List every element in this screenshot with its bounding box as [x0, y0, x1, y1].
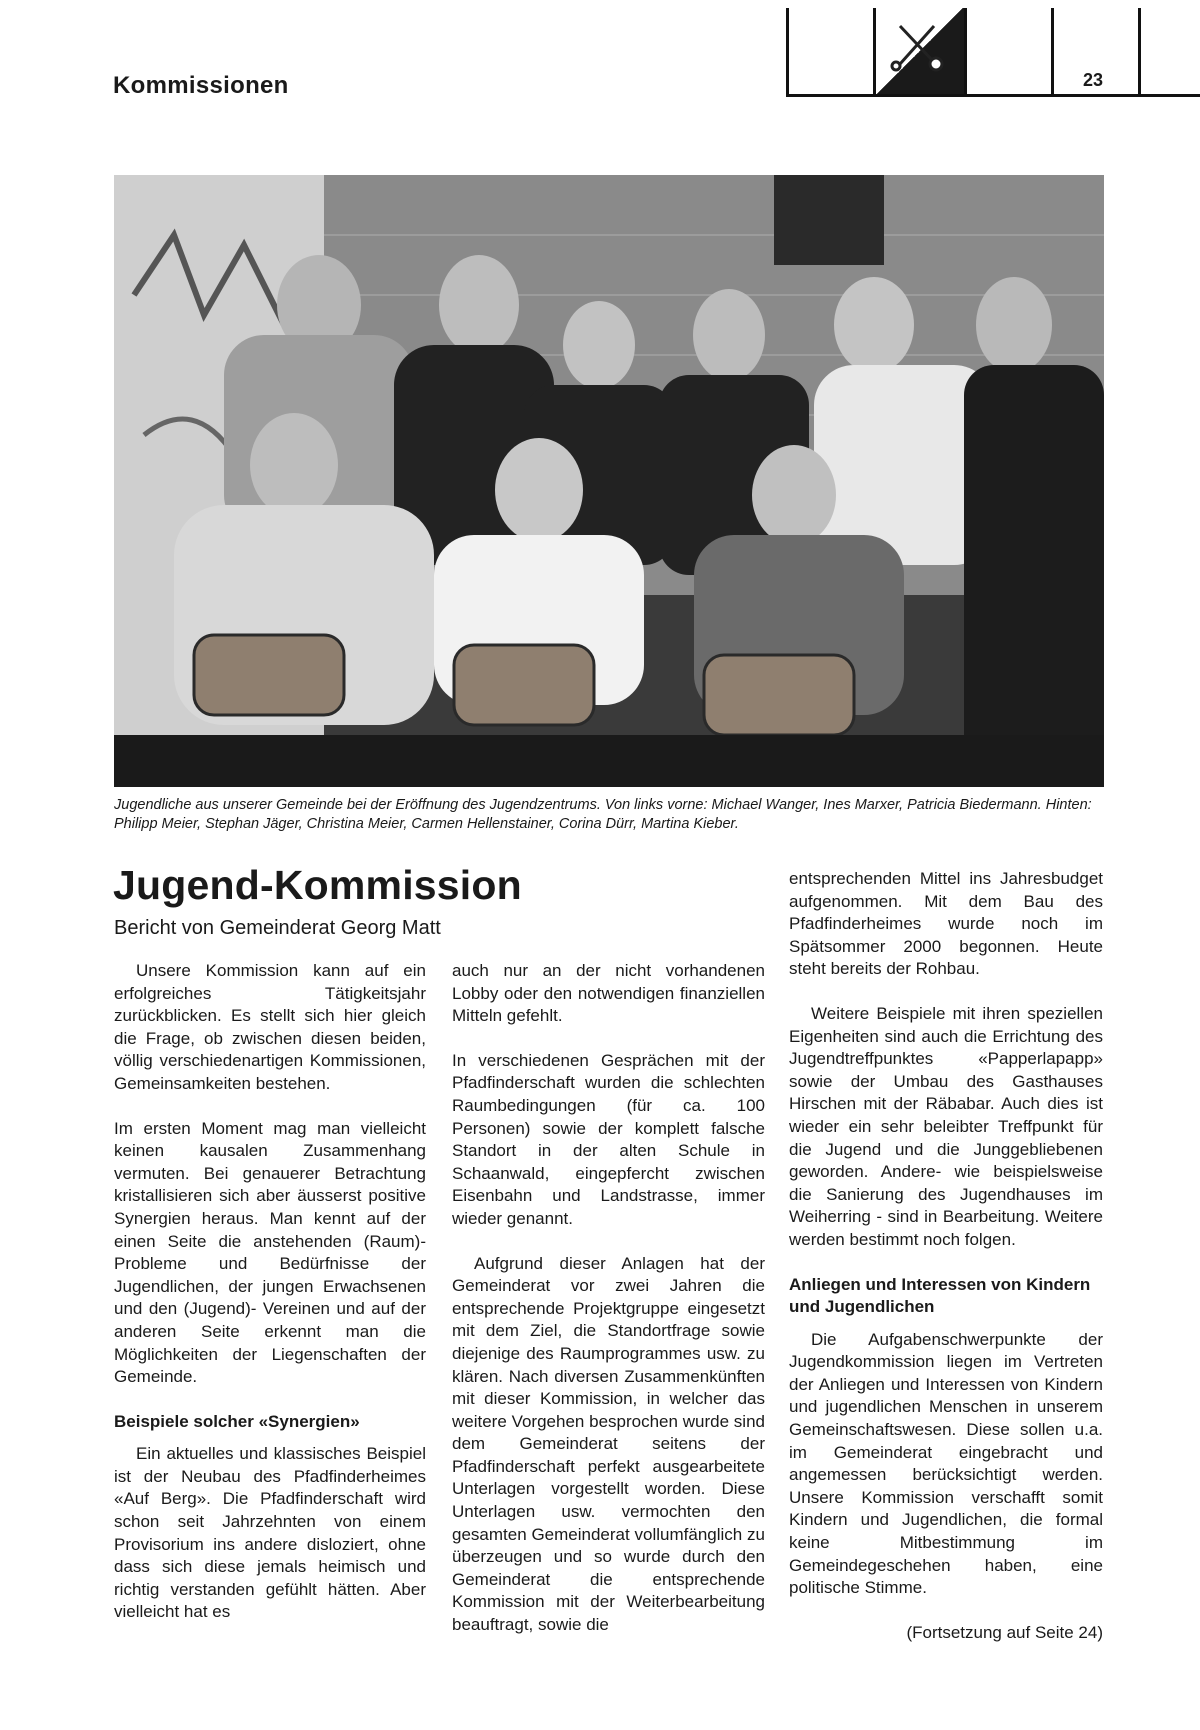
- page-number: 23: [1082, 70, 1104, 90]
- text-column-3: [789, 868, 1103, 1666]
- register-tabs: [786, 8, 1200, 94]
- section-heading: Anliegen und Interessen von Kindern und Jugendlichen: [789, 1274, 1091, 1317]
- paragraph: Weitere Beispiele mit ihren speziellen Eigenheiten sind auch die Errichtung des Jugendtreffpunktes «Papperlapapp» sowie der Umbau des Gasthauses Hirschen mit der Räbabar. Auch dies ist wieder ein sehr beleibter Treffpunkt für die Jugend und die Junggebliebenen geworden. Andere- wie beispielsweise die Sanierung des Jugendhauses im Weiherring - sind in Bearbeitung. Weitere werden bestimmt noch folgen.: [789, 1003, 1103, 1249]
- text-column-2: [452, 960, 765, 1659]
- text-column-1: [114, 960, 426, 1646]
- section-title: Kommissionen: [113, 72, 289, 99]
- register-tab: [964, 8, 1051, 94]
- paragraph: Aufgrund dieser Anlagen hat der Gemeinderat vor zwei Jahren die entsprechende Projektgruppe eingesetzt mit dem Ziel, die Standortfrage sowie diejenige des Raumprogrammes usw. zu klären. Nach diversen Zusammenkünften mit dieser Kommission, in welcher das weitere Vorgehen besprochen wurde sind dem Gemeinderat seitens der Pfadfinderschaft perfekt ausgearbeitete Unterlagen vorgestellt worden. Diese Unterlagen usw. vermochten den gesamten Gemeinderat vollumfänglich zu überzeugen und so wurde durch den Gemeinderat die entsprechende Kommission mit der Weiterbearbeitung beauftragt, sowie die: [452, 1253, 765, 1635]
- paragraph: entsprechenden Mittel ins Jahresbudget aufgenommen. Mit dem Bau des Pfadfinderheimes wurde noch im Spätsommer 2000 begonnen. Heute steht bereits der Rohbau.: [789, 869, 1103, 979]
- crossed-keys-emblem-icon: [873, 8, 964, 94]
- paragraph: In verschiedenen Gesprächen mit der Pfadfinderschaft wurden die schlechten Raumbedingungen (für ca. 100 Personen) sowie der komplett falsche Standort in der alten Schule in Schaanwald, eingepfercht zwischen Eisenbahn und Landstrasse, immer wieder genannt.: [452, 1050, 765, 1228]
- paragraph: Unsere Kommission kann auf ein erfolgreiches Tätigkeitsjahr zurückblicken. Es stellt sich hier gleich die Frage, ob zwischen diesen beiden, völlig verschiedenartigen Kommissionen, Gemeinsamkeiten bestehen.: [114, 961, 426, 1093]
- crossed-keys-icon: [886, 14, 950, 78]
- register-tab: [1138, 8, 1200, 94]
- section-heading: Beispiele solcher «Synergien»: [114, 1411, 360, 1431]
- photo-caption: Jugendliche aus unserer Gemeinde bei der Eröffnung des Jugendzentrums. Von links vorne: Michael Wanger, Ines Marxer, Patricia Biedermann. Hinten: Philipp Meier, Stephan Jäger, Christina Meier, Carmen Hellenstainer, Corina Dürr, Martina Kieber.: [114, 797, 1092, 832]
- continuation-note: (Fortsetzung auf Seite 24): [906, 1622, 1103, 1642]
- group-photo-illustration: [114, 175, 1104, 787]
- paragraph: auch nur an der nicht vorhandenen Lobby oder den notwendigen finanziellen Mitteln gefehlt.: [452, 961, 765, 1026]
- article-subtitle: Bericht von Gemeinderat Georg Matt: [114, 917, 441, 939]
- paragraph: Im ersten Moment mag man vielleicht keinen kausalen Zusammenhang vermuten. Bei genauerer Betrachtung kristallisieren sich aber äusserst positive Synergien heraus. Man kennt auf der einen Seite die anstehenden (Raum)-Probleme und Bedürfnisse der Jugendlichen, der jungen Erwachsenen und den (Jugend)- Vereinen und auf der anderen Seite erkennt man die Möglichkeiten der Liegenschaften der Gemeinde.: [114, 1118, 426, 1387]
- header-rule: [786, 94, 1200, 97]
- register-tab: [786, 8, 873, 94]
- paragraph: Die Aufgabenschwerpunkte der Jugendkommission liegen im Vertreten der Anliegen und Interessen von Kindern und jugendlichen Menschen in unserem Gemeinschaftswesen. Diese sollen u.a. im Gemeinderat eingebracht und angemessen berücksichtigt werden. Unsere Kommission verschafft somit Kindern und Jugendlichen, die formal keine Mitbestimmung im Gemeindegeschehen haben, eine politische Stimme.: [789, 1329, 1103, 1598]
- group-photo: [114, 175, 1104, 787]
- paragraph: Ein aktuelles und klassisches Beispiel ist der Neubau des Pfadfinderheimes «Auf Berg». Die Pfadfinderschaft wird schon seit Jahrzehnten von einem Provisorium ins andere disloziert, ohne dass sich diese jemals heimisch und richtig verstanden gefühlt hätten. Aber vielleicht hat es: [114, 1444, 426, 1622]
- article-title: Jugend-Kommission: [113, 862, 522, 908]
